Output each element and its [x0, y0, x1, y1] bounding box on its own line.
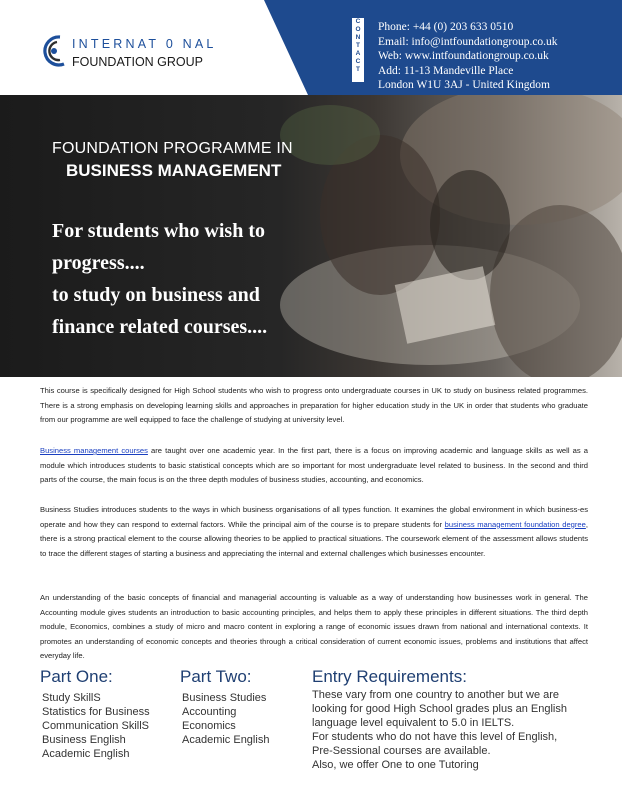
contact-letter: O — [355, 26, 361, 33]
contact-address-line2: London W1U 3AJ - United Kingdom — [378, 79, 550, 91]
list-item: Economics — [182, 720, 236, 732]
business-management-courses-link[interactable]: Business management courses — [40, 446, 148, 455]
part-two-list — [182, 691, 269, 747]
contact-phone[interactable]: Phone: +44 (0) 203 633 0510 — [378, 21, 514, 33]
accounting-paragraph: An understanding of the basic concepts of financial and managerial accounting is valuable as a way of understanding how businesses work in general. The Accounting module gives students an introduction to basic accounting principles, and helps them to apply these principles in different situations. The third depth module, Economics, combines a study of micro and macro content in exploring a range of economic issues drawn from national and international contexts. It promotes an understanding of economic concepts and theories through a critical consideration of current economic issues, problems and institutions that affect everyday life. — [40, 593, 588, 660]
entry-line: language level equivalent to 5.0 in IELTS. — [312, 717, 515, 729]
hero-tagline-line: to study on business and — [52, 284, 260, 306]
list-item: Study SkillS — [42, 692, 101, 704]
globe-logo-icon — [40, 34, 68, 68]
list-item: Academic English — [182, 734, 270, 746]
contact-letter: C — [355, 18, 361, 25]
hero-title-line1: FOUNDATION PROGRAMME IN — [52, 140, 293, 157]
logo-text-international: INTERNAT 0 NAL — [72, 37, 217, 51]
business-studies-text-end: , there is a strong practical element to the course allowing theories to be applied to practical situations. The coursework element of the assessment allows students to trace the different stages of starting a business and appreciating the internal and external challenges which businesses encounter. — [40, 519, 588, 558]
hero-title-line2: BUSINESS MANAGEMENT — [66, 161, 282, 180]
contact-letter: A — [355, 50, 361, 57]
list-item: Accounting — [182, 706, 237, 718]
contact-letter: T — [356, 42, 360, 49]
entry-line: For students who do not have this level of English, — [312, 731, 558, 743]
business-studies-paragraph — [40, 503, 588, 561]
contact-details — [378, 20, 558, 93]
list-item: Business Studies — [182, 692, 267, 704]
list-item: Statistics for Business — [42, 706, 150, 718]
entry-line: Pre-Sessional courses are available. — [312, 745, 491, 757]
contact-letter: N — [355, 34, 361, 41]
contact-web[interactable]: Web: www.intfoundationgroup.co.uk — [378, 50, 549, 62]
contact-letter: C — [355, 58, 361, 65]
hero-tagline-line: progress.... — [52, 252, 145, 274]
list-item: Communication SkillS — [42, 720, 149, 732]
hero-tagline — [52, 215, 267, 343]
contact-email[interactable]: Email: info@intfoundationgroup.co.uk — [378, 35, 558, 48]
logo-text-foundation-group: FOUNDATION GROUP — [72, 55, 204, 69]
modules-paragraph — [40, 444, 588, 488]
business-studies-text-start: Business Studies introduces students to the ways in which business organisations of all types function. It examines the global environment in which business-es operate and how they can respond to external factors. While the principal aim of the course is to prepare students for — [40, 505, 588, 529]
entry-line: looking for good High School grades plus an English — [312, 703, 567, 715]
contact-vertical-label — [352, 18, 364, 82]
entry-requirements-text — [312, 688, 602, 772]
list-item: Academic English — [42, 748, 130, 760]
intro-paragraph: This course is specifically designed for High School students who wish to progress onto undergraduate courses in UK to study on business related programmes. There is a strong emphasis on developing learning skills and approaches in preparation for higher education study in the UK in order that students who graduate from our programme are well equipped to face the challenge of studying at university level. — [40, 386, 588, 424]
part-one-list — [42, 691, 150, 761]
part-two-heading: Part Two: — [180, 667, 252, 686]
modules-paragraph-text: are taught over one academic year. In the first part, there is a focus on improving academic and language skills as well as a module which introduces students to basic statistical concepts which are so important for most undergraduate level related to business. In the second and third parts of the course, the main focus is on the three depth modules of business studies, accounting, and economics. — [40, 446, 588, 484]
part-one-heading: Part One: — [40, 667, 113, 686]
hero-tagline-line: For students who wish to — [52, 220, 265, 242]
contact-letter: T — [356, 66, 360, 73]
contact-address-line1: Add: 11-13 Mandeville Place — [378, 64, 514, 77]
entry-line: Also, we offer One to one Tutoring — [312, 759, 479, 771]
hero-banner — [0, 95, 622, 377]
business-management-foundation-degree-link[interactable]: business management foundation degree — [444, 519, 586, 529]
entry-line: These vary from one country to another but we are — [312, 689, 560, 701]
hero-tagline-line: finance related courses.... — [52, 316, 268, 338]
list-item: Business English — [42, 734, 126, 746]
entry-requirements-heading: Entry Requirements: — [312, 667, 467, 686]
